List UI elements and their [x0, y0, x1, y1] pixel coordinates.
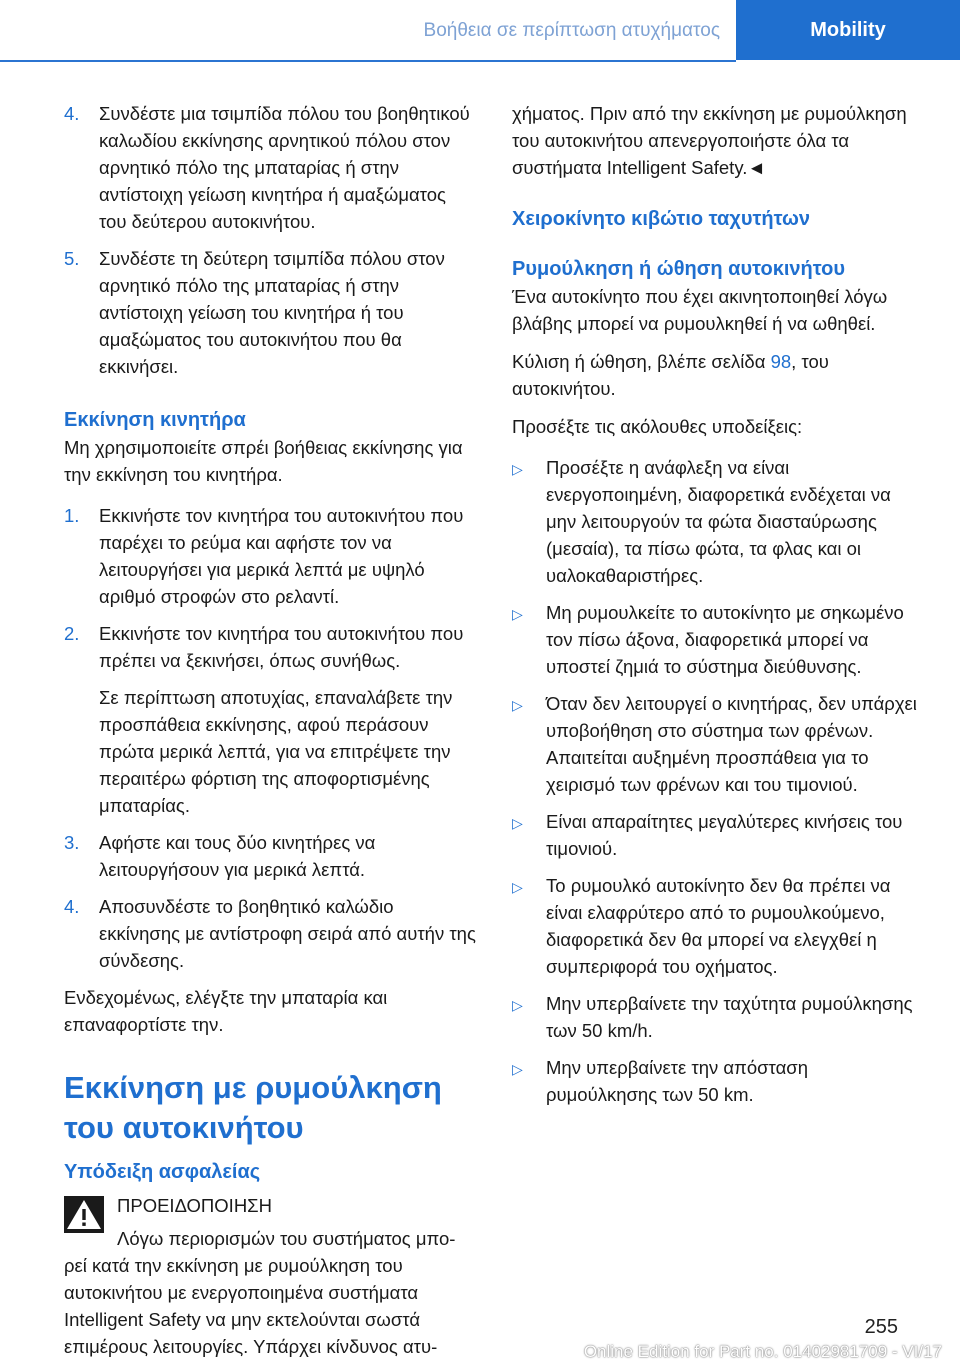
warning-block	[64, 1192, 476, 1360]
step-item	[64, 502, 476, 610]
tow-start-heading: Εκκίνηση με ρυμούλκηση του αυτοκινήτου	[64, 1070, 442, 1145]
bullet-triangle-icon: ▷	[512, 879, 523, 895]
step-number: 4.	[64, 103, 80, 124]
header-rule	[0, 60, 736, 62]
bullet-text: Μην υπερβαίνετε την ταχύτητα ρυμούλκησης των 50 km/h.	[546, 993, 913, 1041]
step-number: 5.	[64, 248, 80, 269]
warning-label: ΠΡΟΕΙΔΟΠΟΙΗΣΗ	[117, 1195, 272, 1216]
bullet-item	[512, 454, 924, 589]
step-text: Συνδέστε τη δεύτερη τσιμπίδα πόλου στον αρνητικό πόλο της μπαταρίας ή στην αντίστοιχη γείωση του κινητήρα ή του αμαξώματος του αυτοκινήτου που θα εκκινήσει.	[99, 248, 445, 377]
step-text: Αφήστε και τους δύο κινητήρες να λειτουργήσουν για μερικά λεπτά.	[99, 832, 376, 880]
page-number: 255	[864, 1316, 898, 1338]
bullet-item	[512, 808, 924, 862]
bullet-item	[512, 690, 924, 798]
reference-paragraph	[512, 348, 924, 402]
step-number: 1.	[64, 505, 80, 526]
notes-intro: Προσέξτε τις ακόλουθες υποδείξεις:	[512, 416, 803, 437]
safety-heading: Υπόδειξη ασφαλείας	[64, 1161, 261, 1183]
step-number: 3.	[64, 832, 80, 853]
bullet-item	[512, 599, 924, 680]
step-text: Εκκινήστε τον κινητήρα του αυτοκινήτου που πρέπει να ξεκινήσει, όπως συνήθως.	[99, 623, 464, 671]
bullet-triangle-icon: ▷	[512, 815, 523, 831]
bullet-text: Μη ρυμουλκείτε το αυτοκίνητο με σηκωμένο τον πίσω άξονα, διαφορετικά μπορεί να υποστεί ζημιά το σύστημα διεύθυνσης.	[546, 602, 904, 677]
page-reference-link[interactable]: 98	[770, 351, 792, 372]
bullet-item	[512, 990, 924, 1044]
bullet-text: Το ρυμουλκό αυτοκίνητο δεν θα πρέπει να είναι ελαφρύτερο από το ρυμουλκούμενο, διαφορετικά δεν θα μπορεί να ελεγχθεί η συμπεριφορά του οχήματος.	[546, 875, 891, 977]
gearbox-heading: Χειροκίνητο κιβώτιο ταχυτήτων	[512, 208, 811, 230]
step-text: Συνδέστε μια τσιμπίδα πόλου του βοηθητικού καλωδίου εκκίνησης αρνητικού πόλου στον αρνητικό πόλο της μπαταρίας ή στην αντίστοιχη γείωση κινητήρα ή αμαξώματος του δεύτερου αυτοκινήτου.	[99, 103, 470, 232]
bullet-text: Προσέξτε η ανάφλεξη να είναι ενεργοποιημένη, διαφορετικά ενδέχεται να μην λειτουργούν τα φώτα διασταύρωσης (μεσαία), τα πίσω φώτα, τα φλας και οι υαλοκαθαριστήρες.	[546, 457, 891, 586]
step-number: 4.	[64, 896, 80, 917]
chapter-tab[interactable]: Mobility	[736, 0, 960, 60]
reference-text-end: , του αυτοκινήτου.	[512, 351, 829, 399]
step-item	[64, 829, 476, 883]
warning-icon	[64, 1196, 104, 1233]
bullet-triangle-icon: ▷	[512, 606, 523, 622]
section-title: Βοήθεια σε περίπτωση ατυχήματος	[423, 19, 720, 41]
step-item	[64, 100, 476, 235]
engine-start-heading: Εκκίνηση κινητήρα	[64, 409, 246, 431]
tow-intro: Ένα αυτοκίνητο που έχει ακινητοποιηθεί λόγω βλάβης μπορεί να ρυμουλκηθεί ή να ωθηθεί.	[512, 286, 888, 334]
tow-heading: Ρυμούλκηση ή ώθηση αυτοκινήτου	[512, 258, 845, 280]
step-item	[64, 620, 476, 819]
warning-text-continued: ρεί κατά την εκκίνηση με ρυμούλκηση του αυτοκινήτου με ενεργοποιημένα συστήματα Intelligent Safety να μην εκτελούνται σωστά επιμέρους λειτουργίες. Υπάρχει κίνδυνος ατυ-	[64, 1255, 438, 1357]
step-number: 2.	[64, 623, 80, 644]
bullet-text: Όταν δεν λειτουργεί ο κινητήρας, δεν υπάρχει υποβοήθηση στο σύστημα των φρένων. Απαιτείται αυξημένη προσπάθεια για το χειρισμό των φρένων και του τιμονιού.	[546, 693, 917, 795]
step-text: Εκκινήστε τον κινητήρα του αυτοκινήτου που παρέχει το ρεύμα και αφήστε τον να λειτουργήσει για μερικά λεπτά με υψηλό αριθμό στροφών στο ρελαντί.	[99, 505, 464, 607]
bullet-text: Είναι απαραίτητες μεγαλύτερες κινήσεις του τιμονιού.	[546, 811, 903, 859]
warning-text: Λόγω περιορισμών του συστήματος μπο-	[117, 1228, 456, 1249]
left-column	[64, 100, 476, 1371]
step-extra-text: Σε περίπτωση αποτυχίας, επαναλάβετε την προσπάθεια εκκίνησης, αφού περάσουν πρώτα μερικά λεπτά, για να επιτρέψετε την περαιτέρω φόρτιση της αποφορτισμένης μπαταρίας.	[99, 687, 453, 816]
step-item	[64, 893, 476, 974]
bullet-text: Μην υπερβαίνετε την απόσταση ρυμούλκησης των 50 km.	[546, 1057, 808, 1105]
bullet-triangle-icon: ▷	[512, 997, 523, 1013]
engine-start-intro: Μη χρησιμοποιείτε σπρέι βοήθειας εκκίνησης για την εκκίνηση του κινητήρα.	[64, 437, 463, 485]
bullet-triangle-icon: ▷	[512, 461, 523, 477]
step-item	[64, 245, 476, 380]
reference-text: Κύλιση ή ώθηση, βλέπε σελίδα	[512, 351, 771, 372]
bullet-item	[512, 1054, 924, 1108]
bullet-triangle-icon: ▷	[512, 1061, 523, 1077]
step-text: Αποσυνδέστε το βοηθητικό καλώδιο εκκίνησης με αντίστροφη σειρά από αυτήν της σύνδεσης.	[99, 896, 476, 971]
edition-watermark: Online Edition for Part no. 01402981709 - VI/17	[583, 1342, 942, 1361]
bullet-triangle-icon: ▷	[512, 697, 523, 713]
warning-text-end: χήματος. Πριν από την εκκίνηση με ρυμούλκηση του αυτοκινήτου απενεργοποιήστε όλα τα συστήματα Intelligent Safety.◄	[512, 103, 907, 178]
bullet-item	[512, 872, 924, 980]
engine-start-outro: Ενδεχομένως, ελέγξτε την μπαταρία και επαναφορτίστε την.	[64, 987, 388, 1035]
right-column	[512, 100, 924, 1118]
